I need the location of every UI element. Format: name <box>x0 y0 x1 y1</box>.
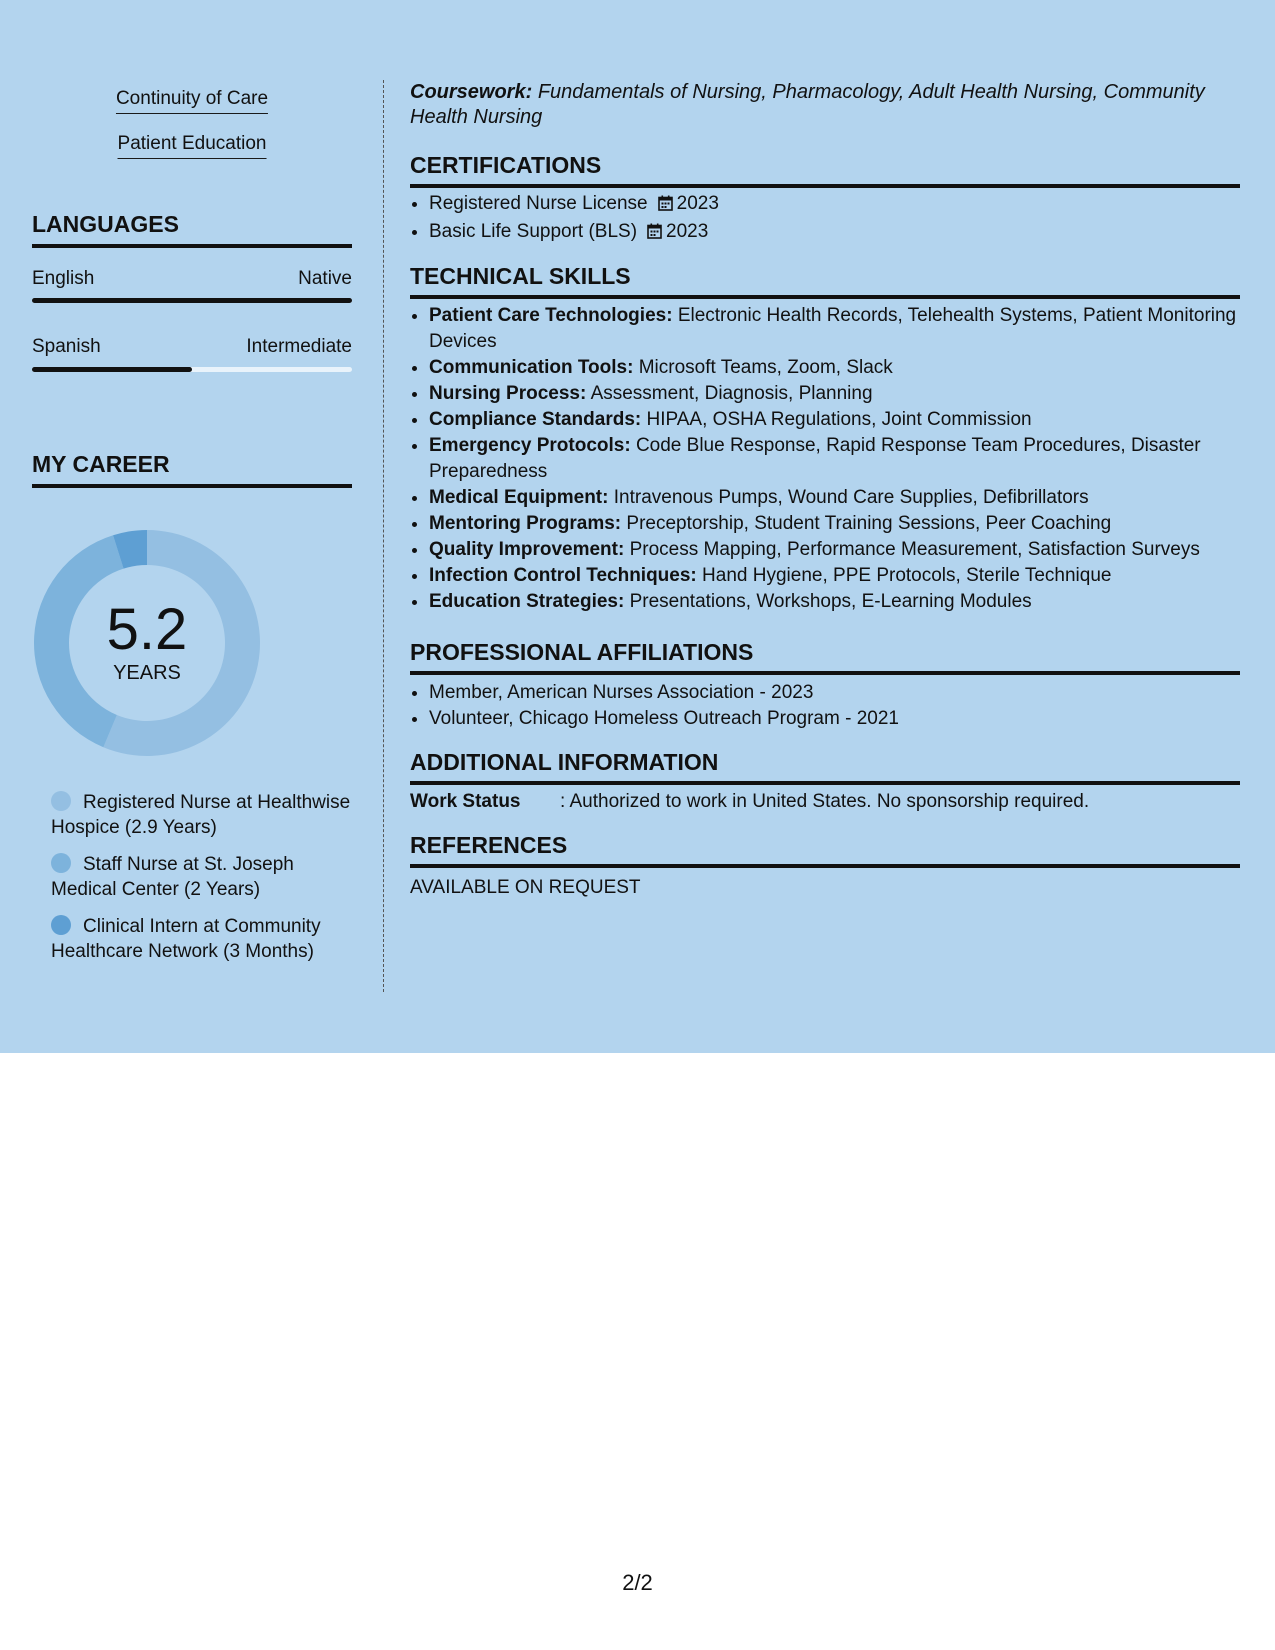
skill-details: Process Mapping, Performance Measurement, Satisfaction Surveys <box>629 539 1200 560</box>
skill-details: Intravenous Pumps, Wound Care Supplies, Defibrillators <box>613 487 1089 508</box>
skill-details: Presentations, Workshops, E-Learning Modules <box>629 591 1032 612</box>
skill-category: Education Strategies: <box>429 591 625 612</box>
legend-dot <box>51 791 71 811</box>
skill-item <box>429 589 1259 615</box>
work-status <box>410 791 1240 813</box>
skill-category: Mentoring Programs: <box>429 513 622 534</box>
career-legend-item <box>51 914 351 964</box>
skill-details: Preceptorship, Student Training Sessions, Peer Coaching <box>626 513 1112 534</box>
language-proficiency-fill <box>32 298 352 303</box>
skill-item <box>429 537 1259 563</box>
column-divider <box>383 80 384 992</box>
career-total <box>34 597 260 685</box>
references-text: AVAILABLE ON REQUEST <box>410 877 641 898</box>
legend-label: Staff Nurse at St. Joseph Medical Center (2 Years) <box>51 854 294 900</box>
career-heading: MY CAREER <box>32 451 352 488</box>
affiliations-list <box>410 680 1259 732</box>
certifications-list <box>410 191 1259 247</box>
language-row <box>32 268 352 290</box>
certification-name: Registered Nurse License <box>429 193 648 214</box>
affiliations-heading: PROFESSIONAL AFFILIATIONS <box>410 639 1240 675</box>
skill-category: Medical Equipment: <box>429 487 609 508</box>
skill-details: Code Blue Response, Rapid Response Team Procedures, Disaster Preparedness <box>429 435 1201 482</box>
language-proficiency-bar <box>32 367 352 372</box>
skill-details: Microsoft Teams, Zoom, Slack <box>638 357 893 378</box>
additional-information-heading: ADDITIONAL INFORMATION <box>410 749 1240 785</box>
work-status-text: : Authorized to work in United States. No sponsorship required. <box>560 791 1090 812</box>
skill-details: Assessment, Diagnosis, Planning <box>590 383 873 404</box>
skill-category: Infection Control Techniques: <box>429 565 697 586</box>
certification-item <box>429 219 1259 247</box>
skill-details: Hand Hygiene, PPE Protocols, Sterile Technique <box>702 565 1112 586</box>
legend-label: Registered Nurse at Healthwise Hospice (2.9 Years) <box>51 792 351 838</box>
skill-item <box>429 485 1259 511</box>
legend-label: Clinical Intern at Community Healthcare Network (3 Months) <box>51 916 321 962</box>
affiliation-item: • Volunteer, Chicago Homeless Outreach Program - 2021 <box>429 706 1259 732</box>
language-row <box>32 336 352 358</box>
calendar-icon <box>658 193 673 219</box>
career-total-value: 5.2 <box>106 597 188 662</box>
coursework-text: Fundamentals of Nursing, Pharmacology, Adult Health Nursing, Community Health Nursing <box>410 81 1205 128</box>
certification-year: 2023 <box>676 193 719 214</box>
affiliation-item: • Member, American Nurses Association - 2023 <box>429 680 1259 706</box>
coursework-label: Coursework: <box>410 81 533 103</box>
skill-tag: Patient Education <box>118 133 267 159</box>
skill-category: Nursing Process: <box>429 383 587 404</box>
skill-category: Compliance Standards: <box>429 409 642 430</box>
skill-category: Emergency Protocols: <box>429 435 631 456</box>
technical-skills-heading: TECHNICAL SKILLS <box>410 263 1240 299</box>
language-proficiency-bar <box>32 298 352 303</box>
certification-name: Basic Life Support (BLS) <box>429 221 638 242</box>
language-name: Spanish <box>32 336 101 357</box>
references-heading: REFERENCES <box>410 832 1240 868</box>
skill-category: Communication Tools: <box>429 357 634 378</box>
certification-year: 2023 <box>666 221 709 242</box>
skill-tag: Continuity of Care <box>116 88 268 114</box>
career-legend-item <box>51 852 351 902</box>
language-name: English <box>32 268 95 289</box>
legend-dot <box>51 853 71 873</box>
skill-item <box>429 563 1259 589</box>
work-status-label: Work Status <box>410 791 521 812</box>
skill-item <box>429 355 1259 381</box>
skill-item <box>429 511 1259 537</box>
legend-dot <box>51 915 71 935</box>
language-level: Intermediate <box>246 336 352 357</box>
language-proficiency-fill <box>32 367 192 372</box>
skill-item <box>429 303 1259 355</box>
skill-category: Patient Care Technologies: <box>429 305 673 326</box>
skill-details: HIPAA, OSHA Regulations, Joint Commission <box>646 409 1032 430</box>
language-level: Native <box>298 268 352 289</box>
page-number: 2/2 <box>622 1570 653 1595</box>
certifications-heading: CERTIFICATIONS <box>410 152 1240 188</box>
skill-item <box>429 381 1259 407</box>
skill-details: Electronic Health Records, Telehealth Systems, Patient Monitoring Devices <box>429 305 1237 352</box>
certification-item <box>429 191 1259 219</box>
technical-skills-list <box>410 303 1259 615</box>
career-total-unit: YEARS <box>113 662 181 684</box>
career-legend-item <box>51 790 351 840</box>
coursework <box>410 80 1240 130</box>
skill-item <box>429 407 1259 433</box>
skill-category: Quality Improvement: <box>429 539 625 560</box>
calendar-icon <box>647 221 662 247</box>
languages-heading: LANGUAGES <box>32 211 352 248</box>
skill-item <box>429 433 1259 485</box>
